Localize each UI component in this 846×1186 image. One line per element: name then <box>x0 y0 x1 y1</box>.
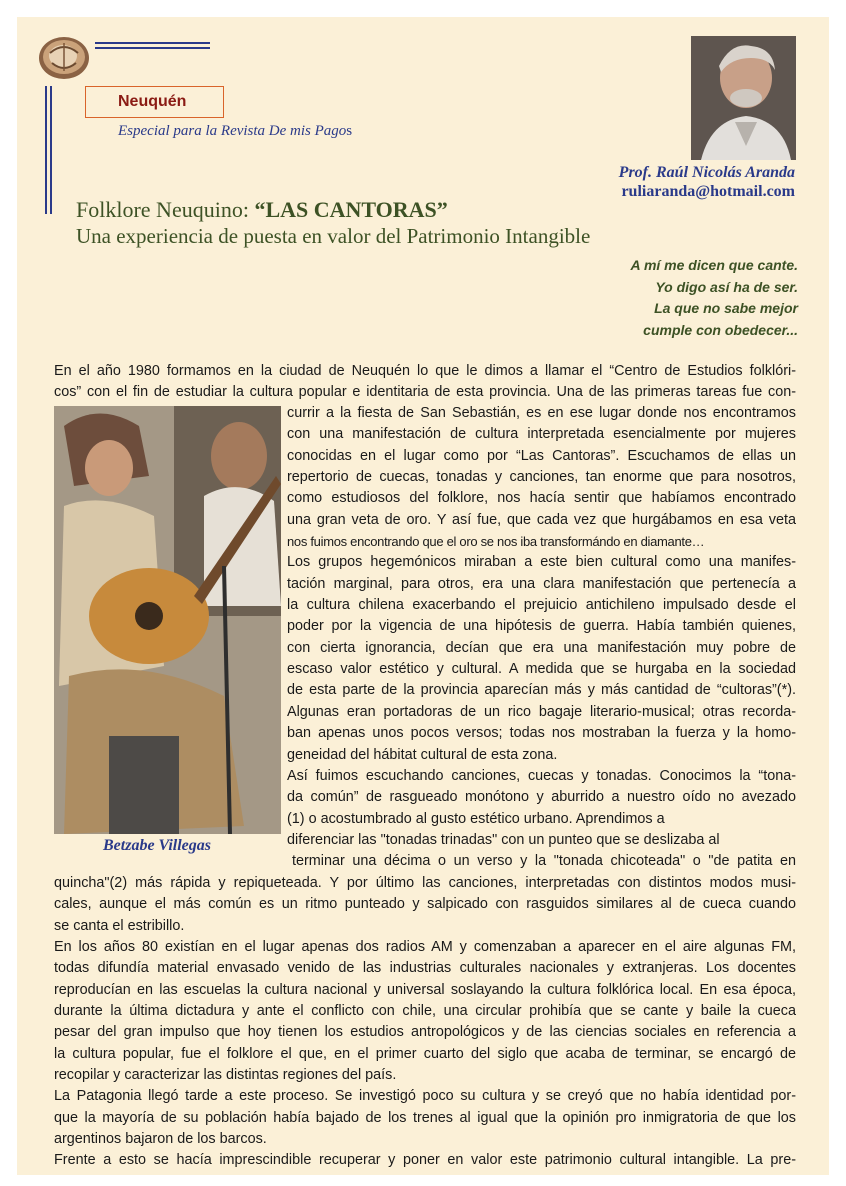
verse-line: A mí me dicen que cante. <box>630 257 798 273</box>
text-line: En los años 80 existían en el lugar apenas dos radios AM y comenzaban a aparecer en el aire algunas FM, <box>54 939 796 956</box>
title-main: “LAS CANTORAS” <box>254 197 448 222</box>
text-line: currir a la fiesta de San Sebastián, es en ese lugar donde nos encontramos <box>287 405 796 421</box>
intro-paragraph <box>54 361 796 404</box>
text-line: durante la última dictadura y ante el conflicto con chile, una circular prohibía que se cante y baile la cueca <box>54 1003 796 1020</box>
text-line: conocidas en el lugar como por “Las Cantoras”. Escuchamos de ellas un <box>287 447 796 464</box>
verse-line: La que no sabe mejor <box>654 300 798 316</box>
text-line: de esta parte de la provincia aparecían más y más cantidad de “cultoras”(*). <box>287 682 796 699</box>
text-line: ban apenas unos pocos versos; todas nos mostraban la fuerza y la homo- <box>287 725 796 742</box>
special-for-magazine <box>118 123 352 140</box>
closing-paragraphs <box>54 873 796 1172</box>
text-line: se canta el estribillo. <box>54 917 185 934</box>
article-title <box>76 197 448 223</box>
title-prefix: Folklore Neuquino: <box>76 197 255 222</box>
text-line: quincha"(2) más rápida y repiqueteada. Y por último las canciones, interpretadas con distintos modos musi- <box>54 875 796 891</box>
text-line: pesar del gran impulso que hoy tienen los estudios antropológicos y de las ciencias sociales en referencia a <box>54 1024 796 1041</box>
text-line: (1) o acostumbrado al gusto estético urbano. Aprendimos a <box>287 810 665 827</box>
text-line: repertorio de cuecas, tonadas y canciones, tan enorme que para nosotros, <box>287 469 796 486</box>
margin-rule-right <box>50 86 52 214</box>
photo-caption: Betzabe Villegas <box>103 837 211 854</box>
text-line: cales, aunque el más común es un ritmo punteado y salpicado con rasguidos similares al de cueca cuando <box>54 896 796 913</box>
text-line: La Patagonia llegó tarde a este proceso. Se investigó poco su cultura y se creyó que no había identidad por- <box>54 1088 796 1105</box>
text-line: Frente a esto se hacía imprescindible recuperar y poner en valor este patrimonio cultural intangible. La pre- <box>54 1152 796 1169</box>
text-line: da común” de rasgueado monótono y aburrido a nuestro oído no avezado <box>287 789 796 806</box>
author-name: Prof. Raúl Nicolás Aranda <box>618 164 795 181</box>
seed-logo-icon <box>36 33 92 81</box>
header-rule-bottom <box>95 47 210 49</box>
text-line: diferenciar las "tonadas trinadas" con un punteo que se deslizaba al <box>287 831 720 848</box>
text-line: con cierta ignorancia, decían que era una manifestación muy pobre de <box>287 639 796 656</box>
text-line: escaso valor estético y cultural. A medida que se hurgaba en la sociedad <box>287 661 796 678</box>
text-line: Algunas eran portadoras de un rico bagaje literario-musical; otras recorda- <box>287 703 796 720</box>
singer-guitar-photo <box>54 406 281 834</box>
epigraph-verse <box>630 255 798 341</box>
text-line: Así fuimos escuchando canciones, cuecas y tonadas. Conocimos la “tona- <box>287 767 796 784</box>
text-line: En el año 1980 formamos en la ciudad de Neuquén lo que le dimos a llamar el “Centro de Estudios folklóri- <box>54 363 796 379</box>
text-line: como estudiosos del folklore, nos hacía sentir que habíamos encontrado <box>287 490 796 507</box>
text-line: que la mayoría de su población había bajado de los trenes al igual que la opinión pro inmigratoria de que los <box>54 1109 796 1126</box>
verse-line: Yo digo así ha de ser. <box>655 278 798 295</box>
text-line: la cultura chilena exacerbando el prejuicio antichileno impulsado desde el <box>287 597 796 614</box>
singer-photo-image <box>54 406 281 834</box>
text-line: terminar una décima o un verso y la "tonada chicoteada" o "de patita en <box>292 853 796 870</box>
text-line: cos” con el fin de estudiar la cultura popular e identitaria de esta provincia. Una de las primeras tareas fue con- <box>54 384 796 401</box>
text-line: una gran veta de oro. Y así fue, que cada vez que hurgábamos en esa veta <box>287 511 796 528</box>
text-line: tación marginal, para otros, era una clara manifestación que pertenecía a <box>287 575 796 592</box>
text-line: argentinos bajaron de los barcos. <box>54 1131 267 1148</box>
text-line: reproducían en las escuelas la cultura nacional y universal soslayando la cultura folklórica local. En esa época, <box>54 981 796 998</box>
author-photo <box>691 36 796 160</box>
special-text: Especial para la Revista De mis Pago <box>118 123 347 139</box>
text-line: la cultura popular, fue el folklore el que, en el primer cuarto del siglo que acaba de terminar, se encargó de <box>54 1045 796 1062</box>
text-line: todas difundía material envasado venido de las industrias culturales nacionales y extranjeras. Los docentes <box>54 960 796 977</box>
header-rule-top <box>95 42 210 44</box>
margin-rule-left <box>45 86 47 214</box>
author-block <box>619 163 795 201</box>
author-email: ruliaranda@hotmail.com <box>621 183 795 200</box>
text-line: poder por la vigencia de una hipótesis de guerra. Había también quienes, <box>287 618 796 635</box>
text-line: con una manifestación de cultura interpretada esencialmente por mujeres <box>287 426 796 443</box>
text-line: recopilar y caracterizar las distintas regiones del país. <box>54 1067 397 1084</box>
verse-line: cumple con obedecer... <box>643 321 798 338</box>
text-line: nos fuimos encontrando que el oro se nos iba transformándo en diamante… <box>287 534 705 550</box>
text-line: geneidad del hábitat cultural de esta zona. <box>287 746 558 763</box>
text-line: Los grupos hegemónicos miraban a este bien cultural como una manifes- <box>287 554 796 571</box>
special-text-tail: s <box>346 123 353 139</box>
region-label: Neuquén <box>118 93 187 110</box>
region-label-box <box>85 86 224 118</box>
author-portrait-image <box>691 36 796 160</box>
column-paragraph <box>287 403 796 873</box>
article-subtitle: Una experiencia de puesta en valor del Patrimonio Intangible <box>76 224 591 248</box>
